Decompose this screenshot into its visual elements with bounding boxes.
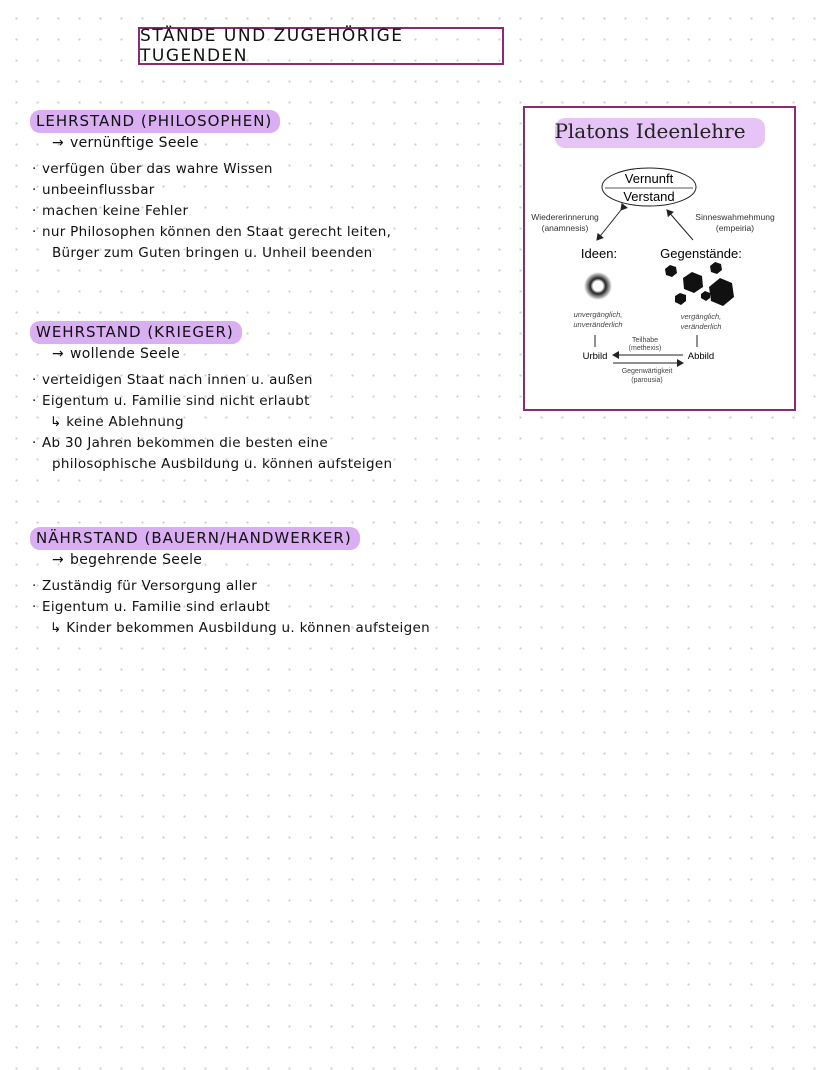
gegen-desc-2: veränderlich <box>680 322 722 331</box>
list-item-sub <box>30 618 430 639</box>
bullet-icon: · <box>32 393 37 409</box>
item-text: nur Philosophen können den Staat gerecht leiten, <box>42 224 392 240</box>
gegenstaende-label: Gegenstände: <box>660 246 742 261</box>
empeiria-label: Sinneswahmehmung <box>695 212 775 222</box>
list-item <box>30 201 391 222</box>
list-item <box>30 391 392 412</box>
list-item <box>30 597 430 618</box>
objects-hexagons-icon <box>665 262 734 306</box>
soul-line <box>52 552 430 568</box>
page-title: STÄNDE UND ZUGEHÖRIGE TUGENDEN <box>138 27 504 65</box>
item-text: verteidigen Staat nach innen u. außen <box>42 372 313 388</box>
item-text: Eigentum u. Familie sind erlaubt <box>42 599 271 615</box>
anamnesis-sub: (anamnesis) <box>541 223 589 233</box>
item-text: verfügen über das wahre Wissen <box>42 161 273 177</box>
item-text: philosophische Ausbildung u. können aufsteigen <box>52 456 393 472</box>
urbild-label: Urbild <box>582 351 608 362</box>
bullet-icon: · <box>32 372 37 388</box>
section-wehrstand <box>30 321 392 475</box>
list-item-sub <box>30 412 392 433</box>
ideen-label: Ideen: <box>580 246 618 261</box>
section-heading: LEHRSTAND (PHILOSOPHEN) <box>30 110 280 133</box>
idea-circle-icon <box>584 272 612 300</box>
return-arrow-icon: ↳ <box>50 620 67 636</box>
empeiria-sub: (empeiria) <box>715 223 755 233</box>
ideen-desc-2: unveränderlich <box>573 320 623 329</box>
ideen-desc-1: unvergänglich, <box>573 310 623 319</box>
item-text: Kinder bekommen Ausbildung u. können aufsteigen <box>66 620 430 636</box>
abbild-label: Abbild <box>687 351 715 362</box>
teilhabe-label: Teilhabe <box>631 337 659 344</box>
soul-line <box>52 346 392 362</box>
item-text: unbeeinflussbar <box>42 182 155 198</box>
item-text: Eigentum u. Familie sind nicht erlaubt <box>42 393 310 409</box>
empeiria-arrow <box>667 210 693 240</box>
section-heading: WEHRSTAND (KRIEGER) <box>30 321 242 344</box>
arrow-right-icon: → <box>52 552 65 568</box>
soul-text: vernünftige Seele <box>70 135 199 151</box>
return-arrow-icon: ↳ <box>50 414 67 430</box>
list-item <box>30 159 391 180</box>
vernunft-label: Vernunft <box>624 171 674 186</box>
gegenwart-sub: (parousia) <box>631 377 663 384</box>
diagram-title: Platons Ideenlehre <box>554 119 746 143</box>
item-text: Ab 30 Jahren bekommen die besten eine <box>42 435 328 451</box>
bullet-icon: · <box>32 203 37 219</box>
anamnesis-arrow <box>597 210 621 240</box>
section-naehrstand <box>30 527 430 639</box>
bullet-icon: · <box>32 182 37 198</box>
bullet-icon: · <box>32 435 37 451</box>
bullet-icon: · <box>32 161 37 177</box>
gegenwart-label: Gegenwärtigkeit <box>621 368 673 375</box>
list-item <box>30 576 430 597</box>
bullet-icon: · <box>32 599 37 615</box>
item-text: Zuständig für Versorgung aller <box>42 578 258 594</box>
diagram-svg <box>525 108 794 409</box>
gegen-desc-1: vergänglich, <box>680 312 722 321</box>
verstand-label: Verstand <box>623 189 675 204</box>
soul-line <box>52 135 391 151</box>
item-text: machen keine Fehler <box>42 203 189 219</box>
anamnesis-label: Wiedererinnerung <box>531 212 599 222</box>
list-item <box>30 222 391 243</box>
soul-text: begehrende Seele <box>70 552 203 568</box>
list-item <box>30 433 392 454</box>
list-item <box>30 370 392 391</box>
section-heading: NÄHRSTAND (BAUERN/HANDWERKER) <box>30 527 360 550</box>
arrow-right-icon: → <box>52 135 65 151</box>
ideenlehre-diagram <box>523 106 796 411</box>
list-item-continued <box>30 454 392 475</box>
teilhabe-sub: (methexis) <box>628 345 662 352</box>
bullet-icon: · <box>32 224 37 240</box>
section-lehrstand <box>30 110 391 264</box>
item-text: keine Ablehnung <box>66 414 184 430</box>
bullet-icon: · <box>32 578 37 594</box>
item-text: Bürger zum Guten bringen u. Unheil beenden <box>52 245 373 261</box>
arrow-right-icon: → <box>52 346 65 362</box>
soul-text: wollende Seele <box>70 346 181 362</box>
list-item-continued <box>30 243 391 264</box>
list-item <box>30 180 391 201</box>
